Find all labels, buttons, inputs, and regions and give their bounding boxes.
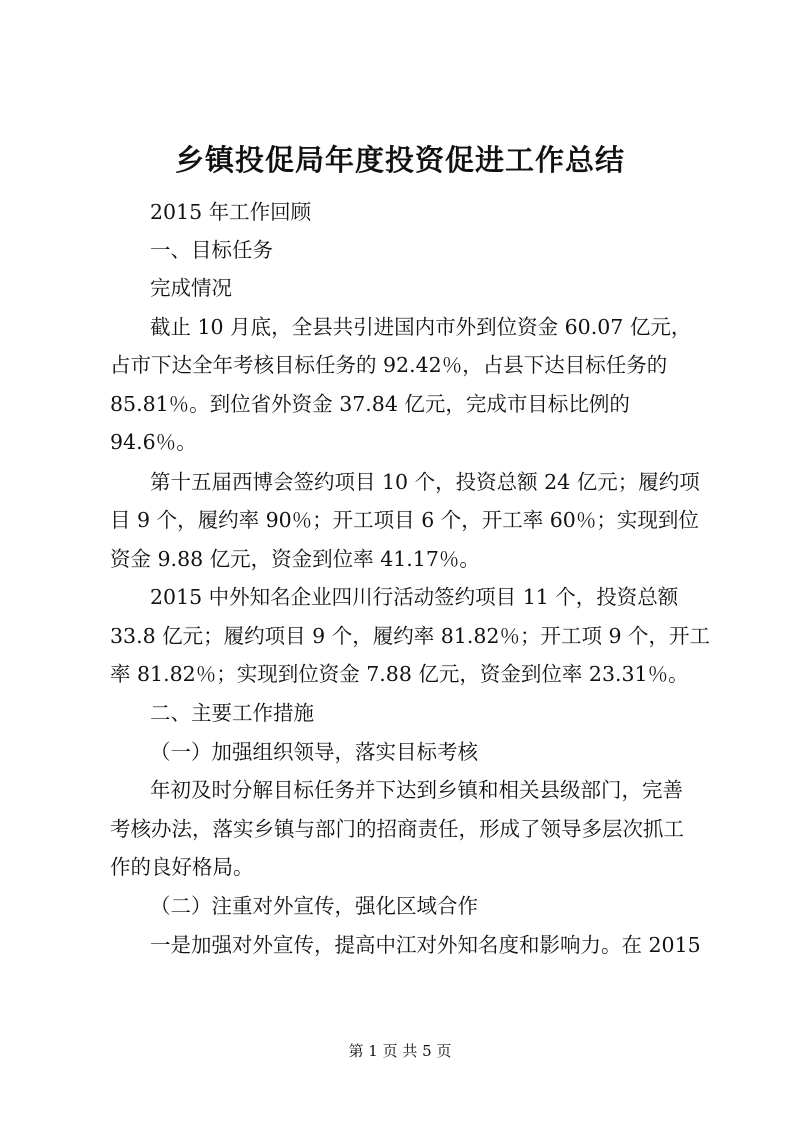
paragraph-line: 2015 中外知名企业四川行活动签约项目 11 个，投资总额 [150,585,679,609]
page-footer: 第 1 页 共 5 页 [348,1042,452,1060]
paragraph-line: 作的良好格局。 [110,855,254,879]
paragraph-line: 85.81％。到位省外资金 37.84 亿元，完成市目标比例的 [110,392,630,416]
paragraph-line: 94.6％。 [110,430,197,454]
subheading-completion: 完成情况 [150,276,232,300]
paragraph-line: 年初及时分解目标任务并下达到乡镇和相关县级部门，完善 [150,778,683,802]
section-heading-measures: 二、主要工作措施 [150,701,314,725]
section-heading-review: 2015 年工作回顾 [150,200,312,224]
paragraph-line: 目 9 个，履约率 90％；开工项目 6 个，开工率 60％；实现到位 [110,508,699,532]
paragraph-line: 截止 10 月底，全县共引进国内市外到位资金 60.07 亿元， [150,315,692,339]
subheading-organization: （一）加强组织领导，落实目标考核 [150,740,478,764]
subheading-publicity: （二）注重对外宣传，强化区域合作 [150,894,478,918]
paragraph-line: 一是加强对外宣传，提高中江对外知名度和影响力。在 2015 [150,933,701,957]
section-heading-goals: 一、目标任务 [150,238,273,262]
paragraph-line: 占市下达全年考核目标任务的 92.42％，占县下达目标任务的 [110,353,668,377]
document-title: 乡镇投促局年度投资促进工作总结 [174,143,625,177]
paragraph-line: 率 81.82％；实现到位资金 7.88 亿元，资金到位率 23.31％。 [110,662,689,686]
paragraph-line: 资金 9.88 亿元，资金到位率 41.17％。 [110,547,480,571]
paragraph-line: 考核办法，落实乡镇与部门的招商责任，形成了领导多层次抓工 [110,817,684,841]
paragraph-line: 第十五届西博会签约项目 10 个，投资总额 24 亿元；履约项 [150,470,700,494]
paragraph-line: 33.8 亿元；履约项目 9 个，履约率 81.82％；开工项 9 个，开工 [110,624,711,648]
